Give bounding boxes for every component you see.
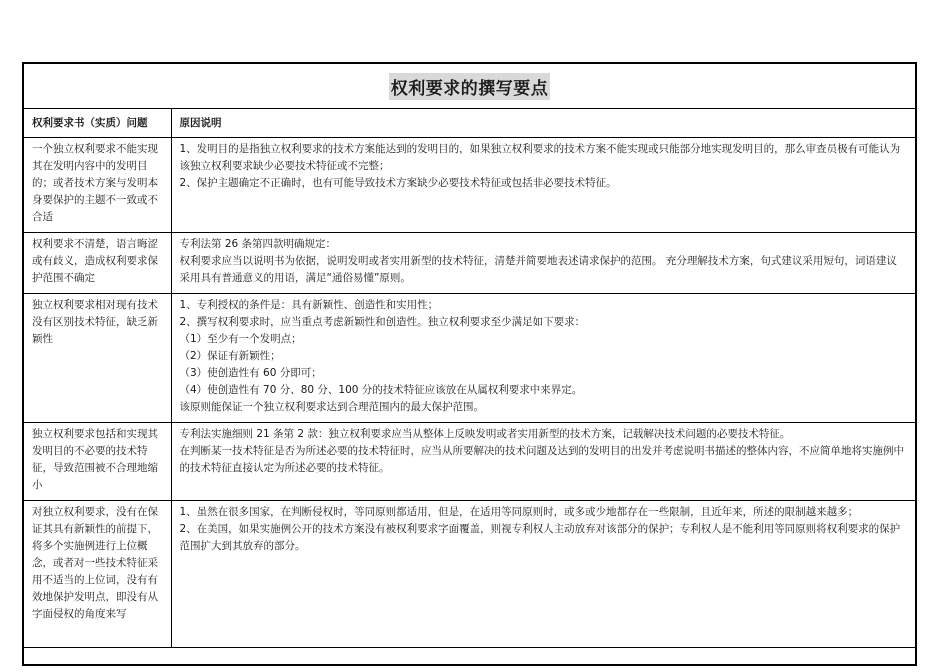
header-reason: 原因说明: [171, 109, 915, 138]
problem-cell: 独立权利要求包括和实现其发明目的不必要的技术特征，导致范围被不合理地缩小: [24, 423, 171, 501]
problem-cell: 独立权利要求相对现有技术没有区别技术特征，缺乏新颖性: [24, 294, 171, 423]
reason-line: 1、虽然在很多国家，在判断侵权时，等同原则都适用，但是，在适用等同原则时，或多或少地都存在一些限制，且近年来，所述的限制越来越多；: [179, 506, 859, 518]
reason-cell: [171, 233, 915, 294]
problem-cell: 权利要求不清楚，语言晦涩或有歧义，造成权利要求保护范围不确定: [24, 233, 171, 294]
table-row: [24, 423, 915, 501]
page-title: 权利要求的撰写要点: [389, 73, 551, 100]
reason-line: 权利要求应当以说明书为依据，说明发明或者实用新型的技术特征，清楚并简要地表述请求保护的范围。 充分理解技术方案，句式建议采用短句，词语建议采用具有普通意义的用语，满足“通俗易懂”原则。: [179, 255, 897, 284]
title-row: [24, 64, 915, 109]
reason-line: 1、专利授权的条件是：具有新颖性、创造性和实用性；: [179, 299, 439, 311]
reason-line: （2）保证有新颖性；: [179, 350, 281, 362]
reason-line: 2、在美国，如果实施例公开的技术方案没有被权利要求字面覆盖，则视专利权人主动放弃对该部分的保护；专利权人是不能利用等同原则将权利要求的保护范围扩大到其放弃的部分。: [179, 523, 901, 552]
requirements-table: [24, 109, 915, 648]
table-row: [24, 501, 915, 648]
problem-cell: 对独立权利要求，没有在保证其具有新颖性的前提下，将多个实施例进行上位概念，或者对一些技术特征采用不适当的上位词，没有有效地保护发明点，即没有从字面侵权的角度来写: [24, 501, 171, 648]
reason-line: 该原则能保证一个独立权利要求达到合理范围内的最大保护范围。: [179, 401, 484, 413]
reason-line: 2、保护主题确定不正确时，也有可能导致技术方案缺少必要技术特征或包括非必要技术特征。: [179, 177, 617, 189]
reason-cell: [171, 138, 915, 233]
problem-cell: 一个独立权利要求不能实现其在发明内容中的发明目的；或者技术方案与发明本身要保护的主题不一致或不合适: [24, 138, 171, 233]
reason-line: （3）使创造性有 60 分即可；: [179, 367, 322, 379]
reason-line: 在判断某一技术特征是否为所述必要的技术特征时，应当从所要解决的技术问题及达到的发明目的出发并考虑说明书描述的整体内容，不应简单地将实施例中的技术特征直接认定为所述必要的技术特征。: [179, 445, 904, 474]
table-row: [24, 138, 915, 233]
table-row: [24, 294, 915, 423]
table-header-row: [24, 109, 915, 138]
reason-line: 1、发明目的是指独立权利要求的技术方案能达到的发明目的，如果独立权利要求的技术方案不能实现或只能部分地实现发明目的，那么审查员极有可能认为该独立权利要求缺少必要技术特征或不完整；: [179, 143, 901, 172]
table-row: [24, 233, 915, 294]
reason-cell: [171, 501, 915, 648]
reason-line: （4）使创造性有 70 分、80 分、100 分的技术特征应该放在从属权利要求中来界定。: [179, 384, 583, 396]
reason-line: （1）至少有一个发明点；: [179, 333, 302, 345]
reason-line: 专利法实施细则 21 条第 2 款：独立权利要求应当从整体上反映发明或者实用新型的技术方案，记载解决技术问题的必要技术特征。: [179, 428, 791, 440]
document-table: [22, 62, 917, 666]
reason-cell: [171, 294, 915, 423]
reason-line: 专利法第 26 条第四款明确规定：: [179, 238, 337, 250]
header-problem: 权利要求书（实质）问题: [24, 109, 171, 138]
reason-cell: [171, 423, 915, 501]
reason-line: 2、撰写权利要求时，应当重点考虑新颖性和创造性。独立权利要求至少满足如下要求：: [179, 316, 586, 328]
